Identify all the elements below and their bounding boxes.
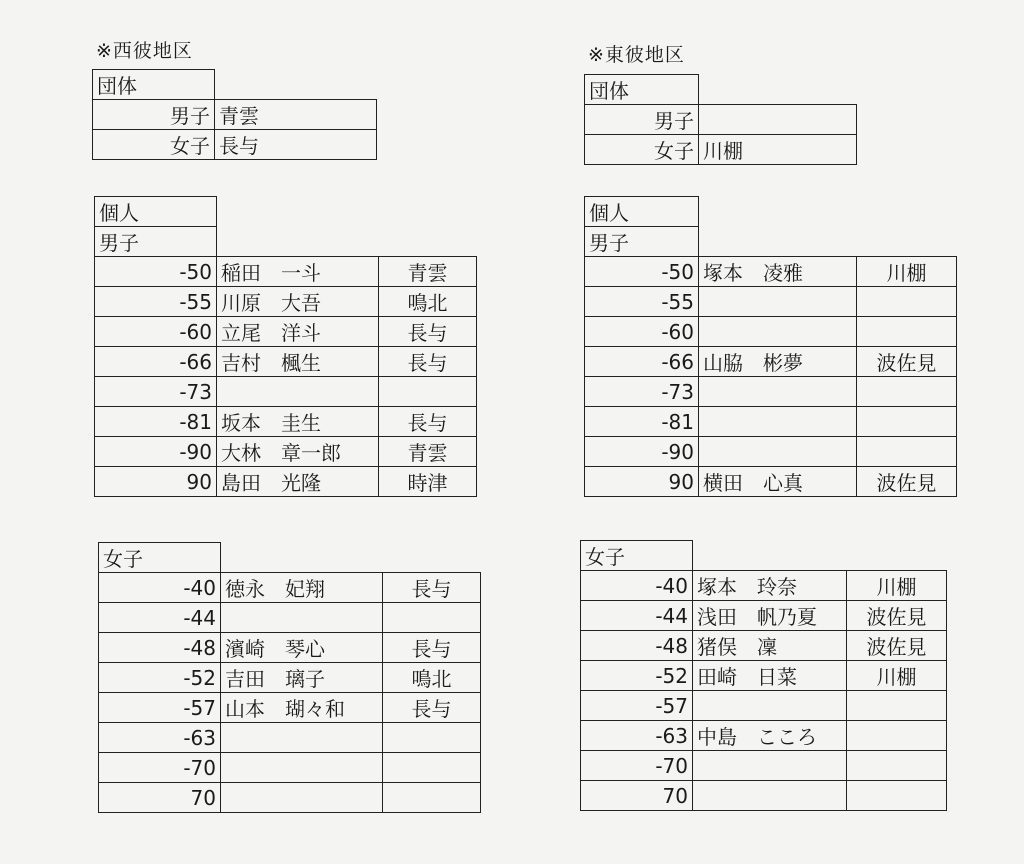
- table-row: [581, 661, 947, 691]
- school-name: 長与: [383, 573, 481, 603]
- school-name: 時津: [379, 467, 477, 497]
- athlete-name: 吉田 璃子: [221, 663, 383, 693]
- athlete-name: [693, 691, 847, 721]
- weight-class: -90: [585, 437, 699, 467]
- team-row: [93, 130, 377, 160]
- weight-class: -44: [99, 603, 221, 633]
- table-row: [95, 347, 477, 377]
- team-value: 長与: [215, 130, 377, 160]
- school-name: 長与: [379, 347, 477, 377]
- athlete-name: [221, 723, 383, 753]
- school-name: [847, 751, 947, 781]
- school-name: 波佐見: [847, 601, 947, 631]
- table-row: [99, 663, 481, 693]
- weight-class: -55: [95, 287, 217, 317]
- athlete-name: 浅田 帆乃夏: [693, 601, 847, 631]
- table-row: [95, 257, 477, 287]
- school-name: 長与: [383, 633, 481, 663]
- athlete-name: [217, 377, 379, 407]
- west-team-table: [92, 69, 377, 160]
- table-row: [585, 347, 957, 377]
- weight-class: -60: [585, 317, 699, 347]
- weight-class: 70: [99, 783, 221, 813]
- west-title: ※西彼地区: [96, 40, 193, 62]
- east-team-table: [584, 74, 857, 165]
- weight-class: 90: [95, 467, 217, 497]
- table-row: [95, 287, 477, 317]
- school-name: [857, 317, 957, 347]
- school-name: 青雲: [379, 437, 477, 467]
- team-value: [699, 105, 857, 135]
- table-row: [99, 753, 481, 783]
- school-name: 川棚: [847, 571, 947, 601]
- weight-class: 90: [585, 467, 699, 497]
- school-name: 長与: [379, 407, 477, 437]
- athlete-name: 立尾 洋斗: [217, 317, 379, 347]
- team-label: 女子: [585, 135, 699, 165]
- school-name: 鳴北: [383, 663, 481, 693]
- weight-class: -73: [585, 377, 699, 407]
- table-row: [581, 571, 947, 601]
- school-name: 波佐見: [857, 347, 957, 377]
- athlete-name: [693, 781, 847, 811]
- athlete-name: [693, 751, 847, 781]
- weight-class: -60: [95, 317, 217, 347]
- table-row: [581, 781, 947, 811]
- team-row: [93, 100, 377, 130]
- athlete-name: [221, 783, 383, 813]
- weight-class: -70: [99, 753, 221, 783]
- school-name: 波佐見: [847, 631, 947, 661]
- table-row: [585, 437, 957, 467]
- table-row: [99, 633, 481, 663]
- school-name: [847, 691, 947, 721]
- athlete-name: 山脇 彬夢: [699, 347, 857, 377]
- weight-class: -63: [581, 721, 693, 751]
- weight-class: -81: [585, 407, 699, 437]
- athlete-name: 猪俣 凜: [693, 631, 847, 661]
- school-name: [379, 377, 477, 407]
- table-row: [581, 721, 947, 751]
- athlete-name: [221, 753, 383, 783]
- athlete-name: [699, 287, 857, 317]
- athlete-name: [699, 377, 857, 407]
- athlete-name: 徳永 妃翔: [221, 573, 383, 603]
- athlete-name: 坂本 圭生: [217, 407, 379, 437]
- weight-class: -70: [581, 751, 693, 781]
- school-name: [383, 603, 481, 633]
- table-row: [585, 287, 957, 317]
- west-girls-table: [98, 542, 481, 813]
- school-name: [857, 437, 957, 467]
- table-row: [99, 783, 481, 813]
- boys-header: 男子: [585, 227, 699, 257]
- weight-class: -52: [99, 663, 221, 693]
- team-header-row: [585, 75, 857, 105]
- athlete-name: 塚本 凌雅: [699, 257, 857, 287]
- athlete-name: 塚本 玲奈: [693, 571, 847, 601]
- weight-class: -66: [585, 347, 699, 377]
- weight-class: -40: [99, 573, 221, 603]
- athlete-name: [699, 407, 857, 437]
- table-row: [585, 467, 957, 497]
- weight-class: -57: [581, 691, 693, 721]
- weight-class: -48: [99, 633, 221, 663]
- table-row: [585, 377, 957, 407]
- school-name: [857, 407, 957, 437]
- athlete-name: 山本 瑚々和: [221, 693, 383, 723]
- east-girls-table: [580, 540, 947, 811]
- weight-class: -48: [581, 631, 693, 661]
- school-name: 青雲: [379, 257, 477, 287]
- weight-class: -73: [95, 377, 217, 407]
- girls-header: 女子: [581, 541, 693, 571]
- school-name: [857, 377, 957, 407]
- weight-class: -63: [99, 723, 221, 753]
- weight-class: -81: [95, 407, 217, 437]
- table-row: [95, 317, 477, 347]
- team-row: [585, 105, 857, 135]
- team-value: 川棚: [699, 135, 857, 165]
- athlete-name: 島田 光隆: [217, 467, 379, 497]
- individual-header: 個人: [585, 197, 699, 227]
- table-row: [581, 751, 947, 781]
- school-name: 長与: [383, 693, 481, 723]
- team-label: 男子: [93, 100, 215, 130]
- weight-class: -57: [99, 693, 221, 723]
- weight-class: -44: [581, 601, 693, 631]
- team-header-row: [93, 70, 377, 100]
- table-row: [95, 437, 477, 467]
- school-name: [383, 753, 481, 783]
- athlete-name: 大林 章一郎: [217, 437, 379, 467]
- athlete-name: 稲田 一斗: [217, 257, 379, 287]
- table-row: [585, 257, 957, 287]
- athlete-name: 横田 心真: [699, 467, 857, 497]
- team-label: 男子: [585, 105, 699, 135]
- school-name: [857, 287, 957, 317]
- team-value: 青雲: [215, 100, 377, 130]
- school-name: 長与: [379, 317, 477, 347]
- table-row: [99, 603, 481, 633]
- team-header: 団体: [93, 70, 215, 100]
- athlete-name: [221, 603, 383, 633]
- table-row: [585, 317, 957, 347]
- table-row: [585, 407, 957, 437]
- individual-header: 個人: [95, 197, 217, 227]
- weight-class: -90: [95, 437, 217, 467]
- weight-class: -66: [95, 347, 217, 377]
- table-row: [99, 573, 481, 603]
- table-row: [99, 693, 481, 723]
- athlete-name: [699, 317, 857, 347]
- team-label: 女子: [93, 130, 215, 160]
- school-name: 川棚: [847, 661, 947, 691]
- weight-class: -50: [95, 257, 217, 287]
- school-name: 波佐見: [857, 467, 957, 497]
- athlete-name: [699, 437, 857, 467]
- school-name: [383, 723, 481, 753]
- table-row: [581, 631, 947, 661]
- school-name: [847, 781, 947, 811]
- table-row: [95, 377, 477, 407]
- table-row: [99, 723, 481, 753]
- weight-class: -50: [585, 257, 699, 287]
- athlete-name: 田崎 日菜: [693, 661, 847, 691]
- school-name: 川棚: [857, 257, 957, 287]
- athlete-name: 吉村 楓生: [217, 347, 379, 377]
- athlete-name: 濱崎 琴心: [221, 633, 383, 663]
- weight-class: 70: [581, 781, 693, 811]
- weight-class: -55: [585, 287, 699, 317]
- weight-class: -52: [581, 661, 693, 691]
- table-row: [581, 601, 947, 631]
- table-row: [581, 691, 947, 721]
- table-row: [95, 407, 477, 437]
- school-name: [383, 783, 481, 813]
- weight-class: -40: [581, 571, 693, 601]
- east-title: ※東彼地区: [588, 44, 685, 66]
- boys-header: 男子: [95, 227, 217, 257]
- west-boys-table: [94, 196, 477, 497]
- team-header: 団体: [585, 75, 699, 105]
- team-row: [585, 135, 857, 165]
- school-name: [847, 721, 947, 751]
- school-name: 鳴北: [379, 287, 477, 317]
- athlete-name: 中島 こころ: [693, 721, 847, 751]
- east-boys-table: [584, 196, 957, 497]
- table-row: [95, 467, 477, 497]
- girls-header: 女子: [99, 543, 221, 573]
- athlete-name: 川原 大吾: [217, 287, 379, 317]
